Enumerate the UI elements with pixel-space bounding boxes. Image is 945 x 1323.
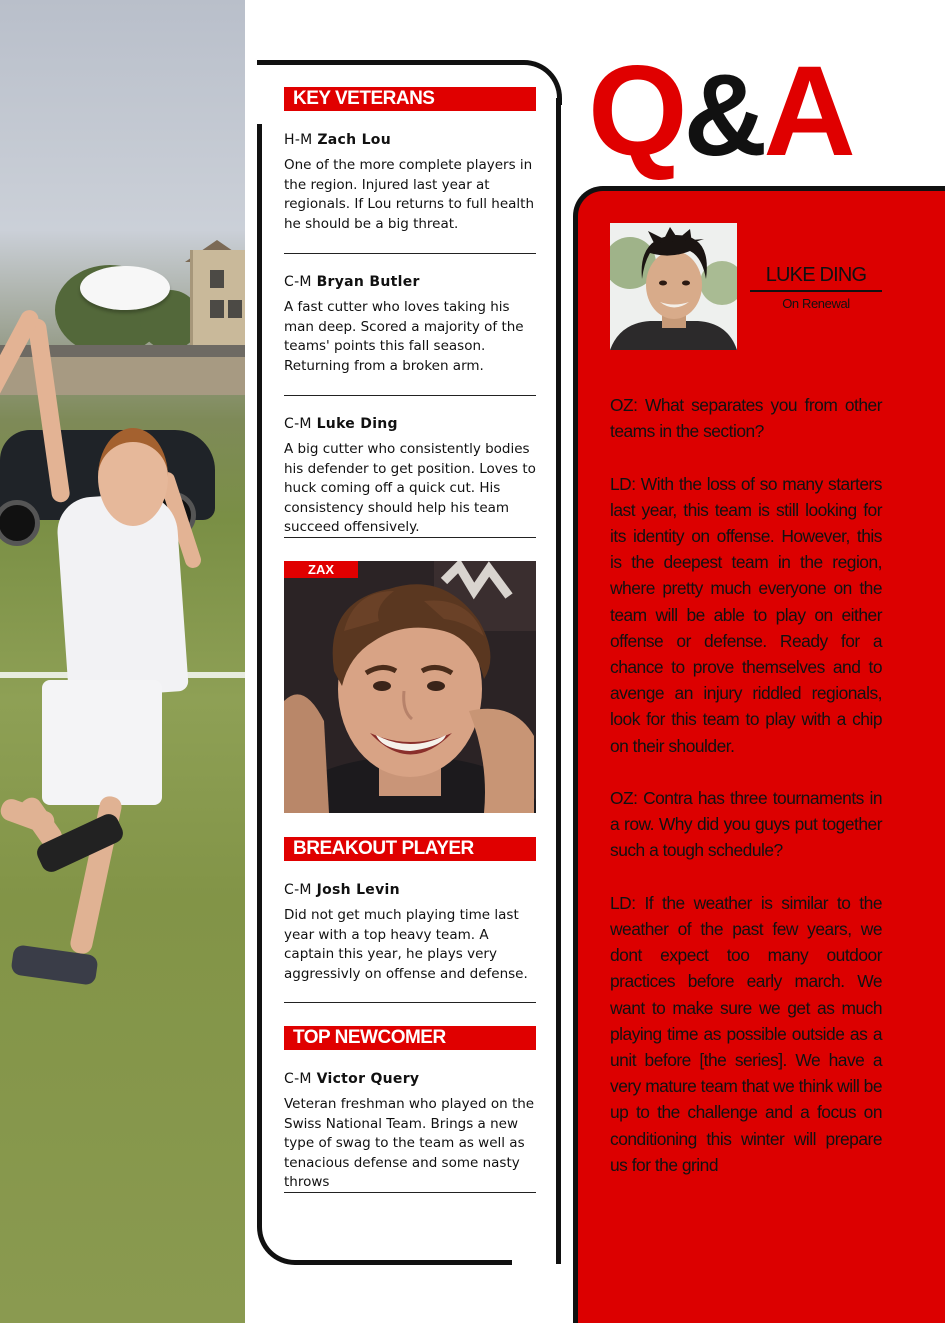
qa-title-q: Q xyxy=(588,40,684,183)
frame-border-right xyxy=(556,98,561,1264)
divider xyxy=(284,253,536,254)
player-name: Josh Levin xyxy=(316,882,400,898)
player-description: A big cutter who consistently bodies his defender to get position. Loves to huck coming off a quick cut. His consistency should help his team succeed offensively. xyxy=(284,441,536,535)
player-heading xyxy=(284,416,540,432)
zax-portrait-illustration xyxy=(284,561,536,813)
qa-question: OZ: Contra has three tournaments in a row. Why did you guys put together such a tough schedule? xyxy=(610,788,882,861)
divider xyxy=(284,1002,536,1003)
zax-photo xyxy=(284,561,536,813)
qa-title xyxy=(588,40,852,183)
player-position: C-M xyxy=(284,1071,312,1087)
frisbee-disc xyxy=(80,266,170,310)
player-name: Bryan Butler xyxy=(316,274,420,290)
qa-title-ampersand: & xyxy=(683,50,764,180)
player-name: Victor Query xyxy=(316,1071,420,1087)
player-description: Did not get much playing time last year with a top heavy team. A captain this year, he plays very aggressivly on offense and defense. xyxy=(284,907,528,982)
interviewee-portrait-illustration xyxy=(610,223,737,350)
section-header-breakout-player: BREAKOUT PLAYER xyxy=(284,837,536,861)
player-heading xyxy=(284,1071,540,1087)
player-entry xyxy=(284,132,540,234)
divider xyxy=(284,537,536,538)
player-entry xyxy=(284,274,540,376)
player-heading xyxy=(284,132,540,148)
photo-caption-label: ZAX xyxy=(284,561,358,578)
player-name: Luke Ding xyxy=(316,416,398,432)
player-position: C-M xyxy=(284,274,312,290)
player-entry xyxy=(284,882,540,984)
player-description: One of the more complete players in the region. Injured last year at regionals. If Lou returns to full health he should be a big threat. xyxy=(284,157,535,232)
section-header-top-newcomer: TOP NEWCOMER xyxy=(284,1026,536,1050)
player-description: Veteran freshman who played on the Swiss National Team. Brings a new type of swag to the team as well as tenacious defense and some nasty throws xyxy=(284,1096,535,1190)
action-photo xyxy=(0,0,245,1323)
interviewee-portrait xyxy=(610,223,737,350)
player-description: A fast cutter who loves taking his man deep. Scored a majority of the teams' points this fall season. Returning from a broken arm. xyxy=(284,299,524,374)
player-entry xyxy=(284,1071,540,1193)
player-heading xyxy=(284,274,540,290)
player-position: C-M xyxy=(284,882,312,898)
qa-title-a: A xyxy=(763,40,852,183)
interview-text xyxy=(610,392,882,1204)
frame-border-left xyxy=(257,124,262,1226)
divider xyxy=(284,1192,536,1193)
player-position: C-M xyxy=(284,416,312,432)
divider xyxy=(284,395,536,396)
player-heading xyxy=(284,882,540,898)
frame-border-bottom xyxy=(257,1218,512,1265)
player-name: Zach Lou xyxy=(317,132,391,148)
qa-answer: LD: With the loss of so many starters last year, this team is still looking for its identity on offense. However, this is the deepest team in the region, where pretty much everyone on the team will be able to play on either offense or defense. Ready for a chance to prove themselves and to avenge an injury riddled regionals, look for this team to play with a chip on their shoulder. xyxy=(610,473,882,756)
interviewee-byline xyxy=(750,262,882,311)
player-position: H-M xyxy=(284,132,313,148)
section-header-key-veterans: KEY VETERANS xyxy=(284,87,536,111)
qa-answer: LD: If the weather is similar to the weather of the past few years, we dont expect too many outdoor practices before early march. We want to make sure we get as much playing time as possible outside as a unit before [the series]. We have a very mature team that we think will be up to the challenge and a focus on conditioning this winter will prepare us for the grind xyxy=(610,892,882,1175)
interviewee-subtitle: On Renewal xyxy=(782,296,850,311)
interviewee-name: LUKE DING xyxy=(750,262,882,292)
qa-question: OZ: What separates you from other teams in the section? xyxy=(610,395,882,442)
player-entry xyxy=(284,416,540,538)
